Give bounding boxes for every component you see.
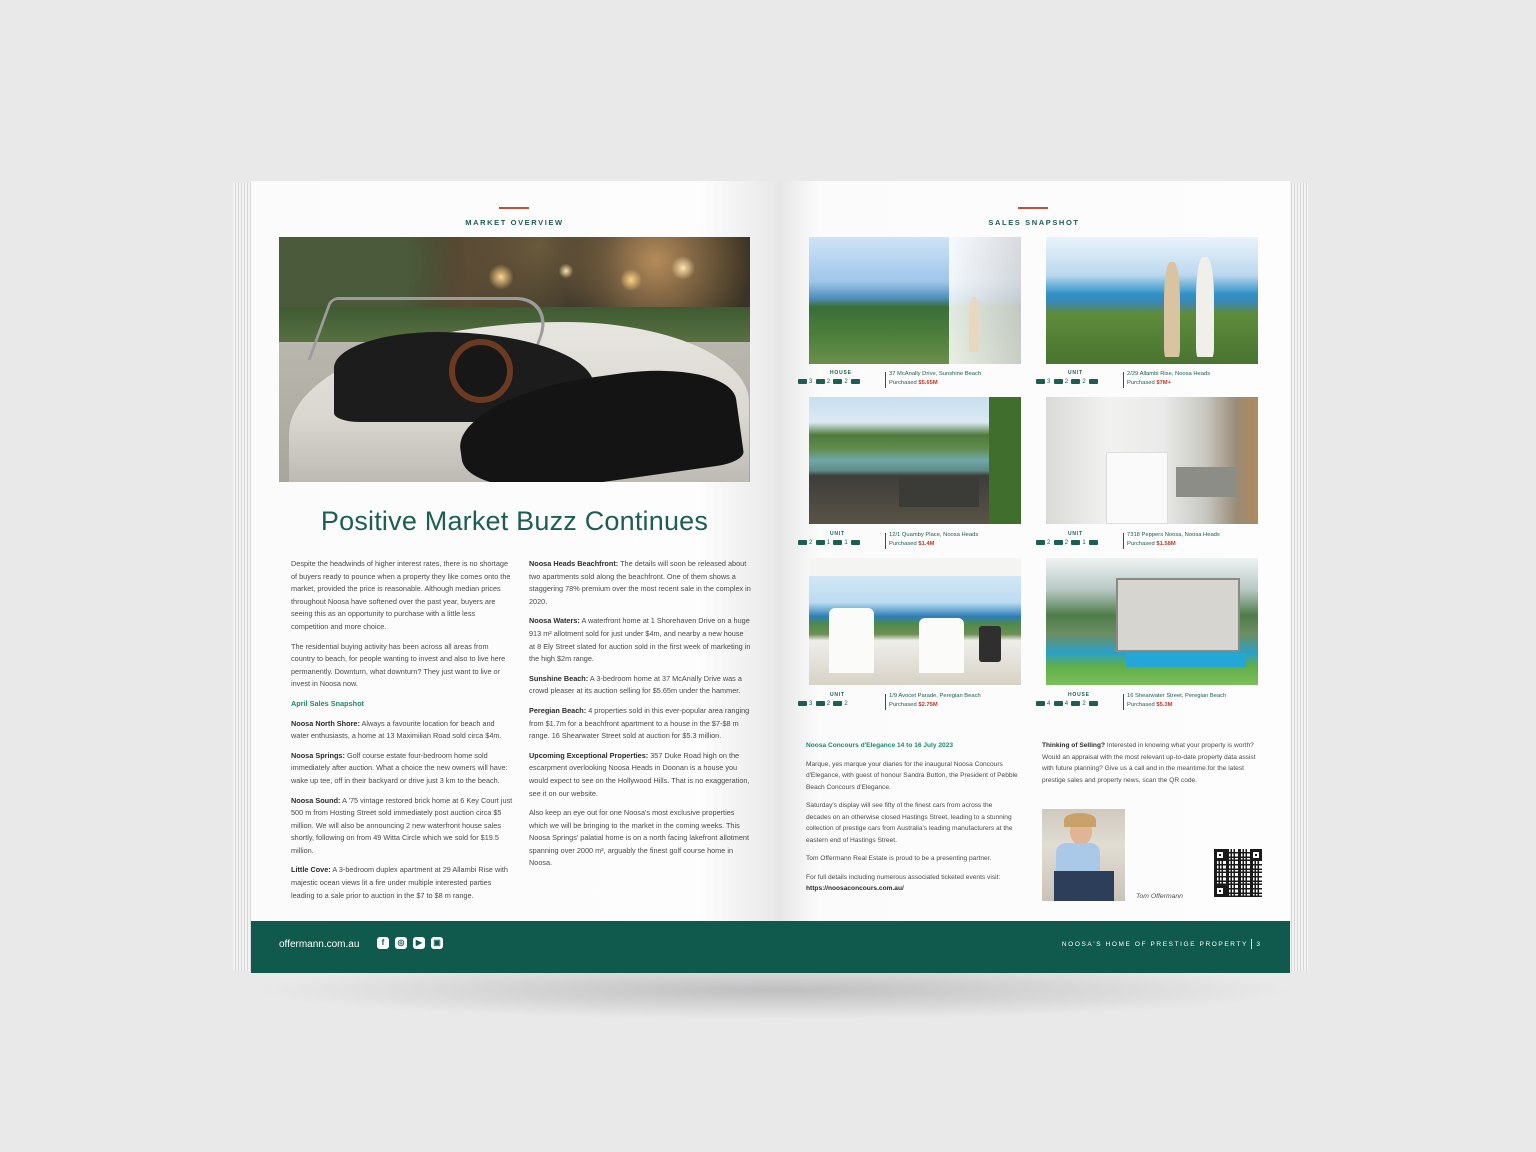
selling-text: Thinking of Selling? Interested in knowing what your property is worth? Would an appraisal with the most relevant up-to-date property data assist with future planning? Give us a call and in the meantime for the latest prestige sales and property news, scan the QR code. <box>1042 742 1256 784</box>
article-column-2 <box>529 558 751 877</box>
bed-icon <box>1036 701 1045 706</box>
paragraph: Tom Offermann Real Estate is proud to be a presenting partner. <box>806 855 992 862</box>
bed-icon <box>1036 379 1045 384</box>
property-info: UNIT 2 1 1 12/1 Quamby Place, Noosa Heads Purchased $1.4M <box>790 531 1020 553</box>
right-page <box>778 181 1290 973</box>
app-icon[interactable]: ▣ <box>431 937 443 949</box>
car-icon <box>833 701 842 706</box>
paragraph: Noosa Waters: A waterfront home at 1 Shorehaven Drive on a huge 913 m² allotment sold for just under $4m, and nearby a new house at 8 Ely Street slated for auction sold in the first week of marketing in the high $2m range. <box>529 616 751 664</box>
paragraph: Saturday's display will see fifty of the finest cars from across the decades on an otherwise closed Hastings Street, leading to a stunning collection of prestige cars from Australia's leading manufacturers at the eastern end of Hastings Street. <box>806 802 1013 844</box>
left-page <box>251 181 778 973</box>
accent-line <box>1018 207 1048 209</box>
bath-icon <box>1054 540 1063 545</box>
bath-icon <box>1054 379 1063 384</box>
agent-signature: Tom Offermann <box>1136 893 1183 900</box>
paragraph: Noosa Sound: A '75 vintage restored brick home at 6 Key Court just 500 m from Hosting Street sold immediately post auction circa $5 million. We will also be announcing 2 new waterfront house sales shortly, following on from 49 Witta Circle which we sold for $19.5 million. <box>291 795 513 855</box>
paragraph: Noosa North Shore: Always a favourite location for beach and water enthusiasts, a home at 13 Maximilian Road sold circa $4m. <box>291 718 502 741</box>
bed-icon <box>1036 540 1045 545</box>
footer-tagline: NOOSA'S HOME OF PRESTIGE PROPERTY <box>1061 941 1248 948</box>
property-info: UNIT 2 2 1 7318 Peppers Noosa, Noosa Heads Purchased $1.58M <box>1028 531 1258 553</box>
paragraph: Noosa Springs: Golf course estate four-bedroom home sold immediately after auction. What a choice the new owners will have: wake up tee, off in their backyard or drive just 3 km to the beach. <box>291 750 508 785</box>
car-icon <box>1071 540 1080 545</box>
bath-icon <box>816 379 825 384</box>
car-icon <box>1071 379 1080 384</box>
paragraph: Marque, yes marque your diaries for the inaugural Noosa Concours d'Elegance, with guest of honour Sandra Button, the President of Pebble Beach Concours d'Elegance. <box>806 760 1018 791</box>
property-photo <box>809 237 1021 364</box>
qr-code[interactable] <box>1214 849 1262 897</box>
page-edges-right <box>1288 183 1308 971</box>
car-icon <box>833 379 842 384</box>
concours-heading: Noosa Concours d'Elegance 14 to 16 July 2023 <box>806 742 954 749</box>
facebook-icon[interactable]: f <box>377 937 389 949</box>
pool-icon <box>1089 540 1098 545</box>
paragraph: Despite the headwinds of higher interest rates, there is no shortage of buyers ready to pounce when a property they like comes onto the market, provided the price is reasonable. Although median prices throughout Noosa have softened over the past year, buyers are seeing this as an opportunity to purchase with a little less competition and more choice. <box>291 559 511 631</box>
page-edges-left <box>233 183 253 971</box>
youtube-icon[interactable]: ▶ <box>413 937 425 949</box>
concours-article <box>806 740 1018 902</box>
section-title: MARKET OVERVIEW <box>465 218 564 227</box>
pool-icon <box>851 379 860 384</box>
property-photo <box>1046 397 1258 524</box>
paragraph: Upcoming Exceptional Properties: 357 Duke Road high on the escarpment overlooking Noosa Heads in Doonan is a house you would expect to see on the Hollywood Hills. That is no exaggeration, see it on our website. <box>529 750 750 798</box>
bed-icon <box>798 701 807 706</box>
bath-icon <box>816 701 825 706</box>
property-photo <box>809 558 1021 685</box>
article-column-1 <box>291 558 513 909</box>
car-icon <box>833 540 842 545</box>
property-info: HOUSE 4 4 2 16 Shearwater Street, Peregian Beach Purchased $5.3M <box>1028 692 1258 714</box>
concours-link[interactable]: https://noosaconcours.com.au/ <box>806 885 904 892</box>
bath-icon <box>1054 701 1063 706</box>
property-photo <box>1046 558 1258 685</box>
pool-icon <box>1089 701 1098 706</box>
paragraph: For full details including numerous associated ticketed events visit: https://noosaconcours.com.au/ <box>806 873 1001 892</box>
car-icon <box>1071 701 1080 706</box>
social-icons <box>377 937 443 949</box>
property-photo <box>1046 237 1258 364</box>
property-photo <box>809 397 1021 524</box>
footer-bar <box>251 921 778 973</box>
bath-icon <box>816 540 825 545</box>
page-number: 3 <box>1256 941 1260 948</box>
accent-line <box>499 207 529 209</box>
hero-car-photo <box>279 237 750 482</box>
pool-icon <box>851 540 860 545</box>
instagram-icon[interactable]: ◎ <box>395 937 407 949</box>
property-info: HOUSE 3 2 2 37 McAnally Drive, Sunshine Beach Purchased $5.65M <box>790 370 1020 392</box>
bed-icon <box>798 379 807 384</box>
paragraph: Sunshine Beach: A 3-bedroom home at 37 McAnally Drive was a crowd pleaser at its auction selling for $5.65m under the hammer. <box>529 673 742 696</box>
paragraph: Little Cove: A 3-bedroom duplex apartment at 29 Allambi Rise with majestic ocean views lit a fire under multiple interested parties leading to a sale prior to auction in the $7 to $8 m range. <box>291 865 508 900</box>
paragraph: Noosa Heads Beachfront: The details will soon be released about two apartments sold along the beachfront. One of them shows a staggering 78% premium over the most recent sale in the complex in 2020. <box>529 559 751 606</box>
paragraph: Peregian Beach: 4 properties sold in this ever-popular area ranging from $1.7m for a beachfront apartment to a house in the $7-$8 m range. 16 Shearwater Street sold at auction for $5.3 million. <box>529 705 750 741</box>
paragraph: Also keep an eye out for one Noosa's most exclusive properties which we will be bringing to the market in the coming weeks. This Noosa Springs' palatial home is on a north facing lakefront allotment spanning over 2000 m², arguably the finest golf course home in Noosa. <box>529 808 750 868</box>
agent-portrait <box>1042 809 1125 901</box>
bed-icon <box>798 540 807 545</box>
property-info: UNIT 3 2 2 1/9 Avocet Parade, Peregian Beach Purchased $2.75M <box>790 692 1020 714</box>
subheading: April Sales Snapshot <box>291 698 364 708</box>
headline: Positive Market Buzz Continues <box>320 506 709 536</box>
pool-icon <box>1089 379 1098 384</box>
property-info: UNIT 3 2 2 2/29 Allambi Rise, Noosa Heads Purchased $7M+ <box>1028 370 1258 392</box>
paragraph: The residential buying activity has been across all areas from country to beach, for people wanting to invest and also to live here permanently. Downturn, what downturn? They just want to live or invest in Noosa now. <box>291 641 506 689</box>
website-link[interactable]: offermann.com.au <box>279 939 360 950</box>
footer-bar <box>778 921 1290 973</box>
section-title: SALES SNAPSHOT <box>988 218 1080 227</box>
